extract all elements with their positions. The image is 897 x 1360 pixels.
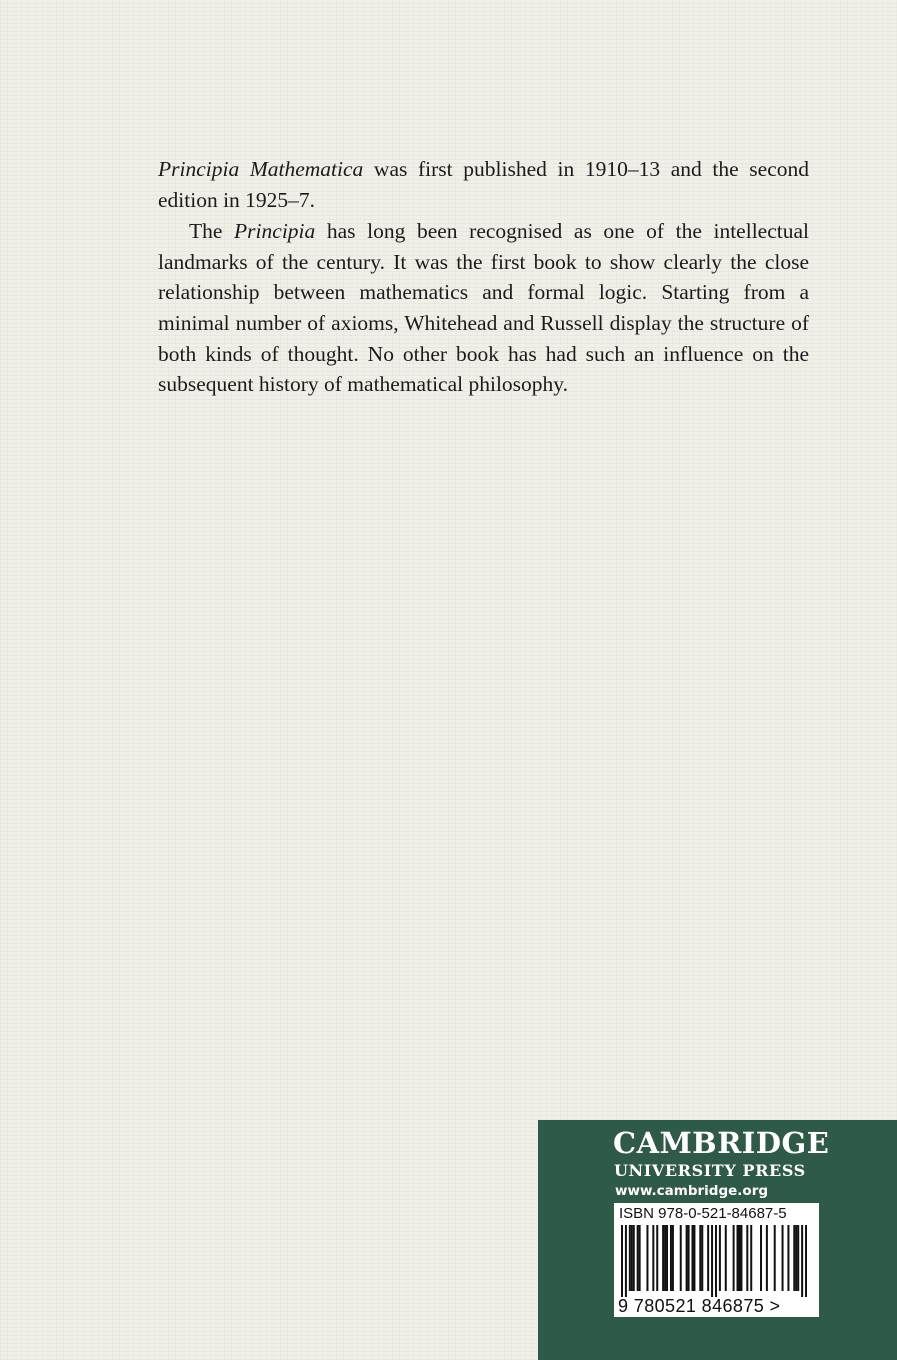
barcode-bar (725, 1225, 727, 1291)
barcode-bar (693, 1225, 695, 1291)
barcode-bar (797, 1225, 799, 1291)
barcode-bar (633, 1225, 635, 1291)
barcode-bar (666, 1225, 668, 1291)
barcode-bar (715, 1225, 717, 1297)
publisher-website: www.cambridge.org (615, 1183, 769, 1199)
book-short-title-italic: Principia (234, 219, 316, 244)
barcode-bar (672, 1225, 674, 1291)
barcode-bar (805, 1225, 807, 1297)
barcode-bar (801, 1225, 803, 1297)
barcode-bar (691, 1225, 693, 1291)
barcode-bar (699, 1225, 701, 1291)
barcode-bar (701, 1225, 703, 1291)
barcode-bar (688, 1225, 690, 1291)
barcode-bar (670, 1225, 672, 1291)
barcode-bar (646, 1225, 648, 1291)
barcode-bar (662, 1225, 664, 1291)
blurb-paragraph-2-lead: The (189, 219, 235, 244)
blurb-paragraph-1-text: was first published in 1910–13 and the second edition in 1925–7. (158, 157, 809, 212)
barcode-bar (738, 1225, 740, 1291)
barcode-bar (637, 1225, 639, 1291)
barcode-bar (686, 1225, 688, 1291)
publisher-logo-subtitle: UNIVERSITY PRESS (614, 1161, 806, 1180)
barcode-bar (707, 1225, 709, 1291)
barcode-bar (625, 1225, 627, 1297)
barcode-bar (711, 1225, 713, 1297)
barcode-bar (782, 1225, 784, 1291)
publisher-panel (538, 1120, 897, 1360)
barcode-bar (733, 1225, 735, 1291)
barcode-bar (680, 1225, 682, 1291)
ean-digits: 9 780521 846875 > (618, 1296, 781, 1316)
barcode-bar (719, 1225, 721, 1291)
barcode-bar (737, 1225, 739, 1291)
back-cover-blurb (158, 154, 809, 400)
barcode-bar (795, 1225, 797, 1291)
barcode-bar (766, 1225, 768, 1291)
barcode-bar (652, 1225, 654, 1291)
isbn-number: ISBN 978-0-521-84687-5 (619, 1205, 787, 1222)
isbn-barcode (614, 1203, 819, 1317)
barcode-bar (750, 1225, 752, 1291)
barcode-bar (621, 1225, 623, 1297)
barcode-bars (621, 1225, 807, 1297)
barcode-bar (760, 1225, 762, 1291)
barcode-bar (787, 1225, 789, 1291)
barcode-bar (656, 1225, 658, 1291)
barcode-bar (629, 1225, 631, 1291)
barcode-bar (746, 1225, 748, 1291)
barcode-bar (639, 1225, 641, 1291)
publisher-logo-name: CAMBRIDGE (613, 1126, 830, 1160)
barcode-bar (793, 1225, 795, 1291)
barcode-bar (631, 1225, 633, 1291)
blurb-paragraph-2-text: has long been recognised as one of the intellectual landmarks of the century. It was the first book to show clearly the close relationship between mathematics and formal logic. Starting from a minimal number of axioms, Whitehead and Russell display the structure of both kinds of thought. No other book has had such an influence on the subsequent history of mathematical philosophy. (158, 219, 809, 397)
blurb-paragraph-2 (158, 216, 809, 400)
barcode-bar (774, 1225, 776, 1291)
barcode-bar (740, 1225, 742, 1291)
barcode-bar (664, 1225, 666, 1291)
blurb-paragraph-1 (158, 154, 809, 215)
book-title-italic: Principia Mathematica (158, 157, 364, 181)
